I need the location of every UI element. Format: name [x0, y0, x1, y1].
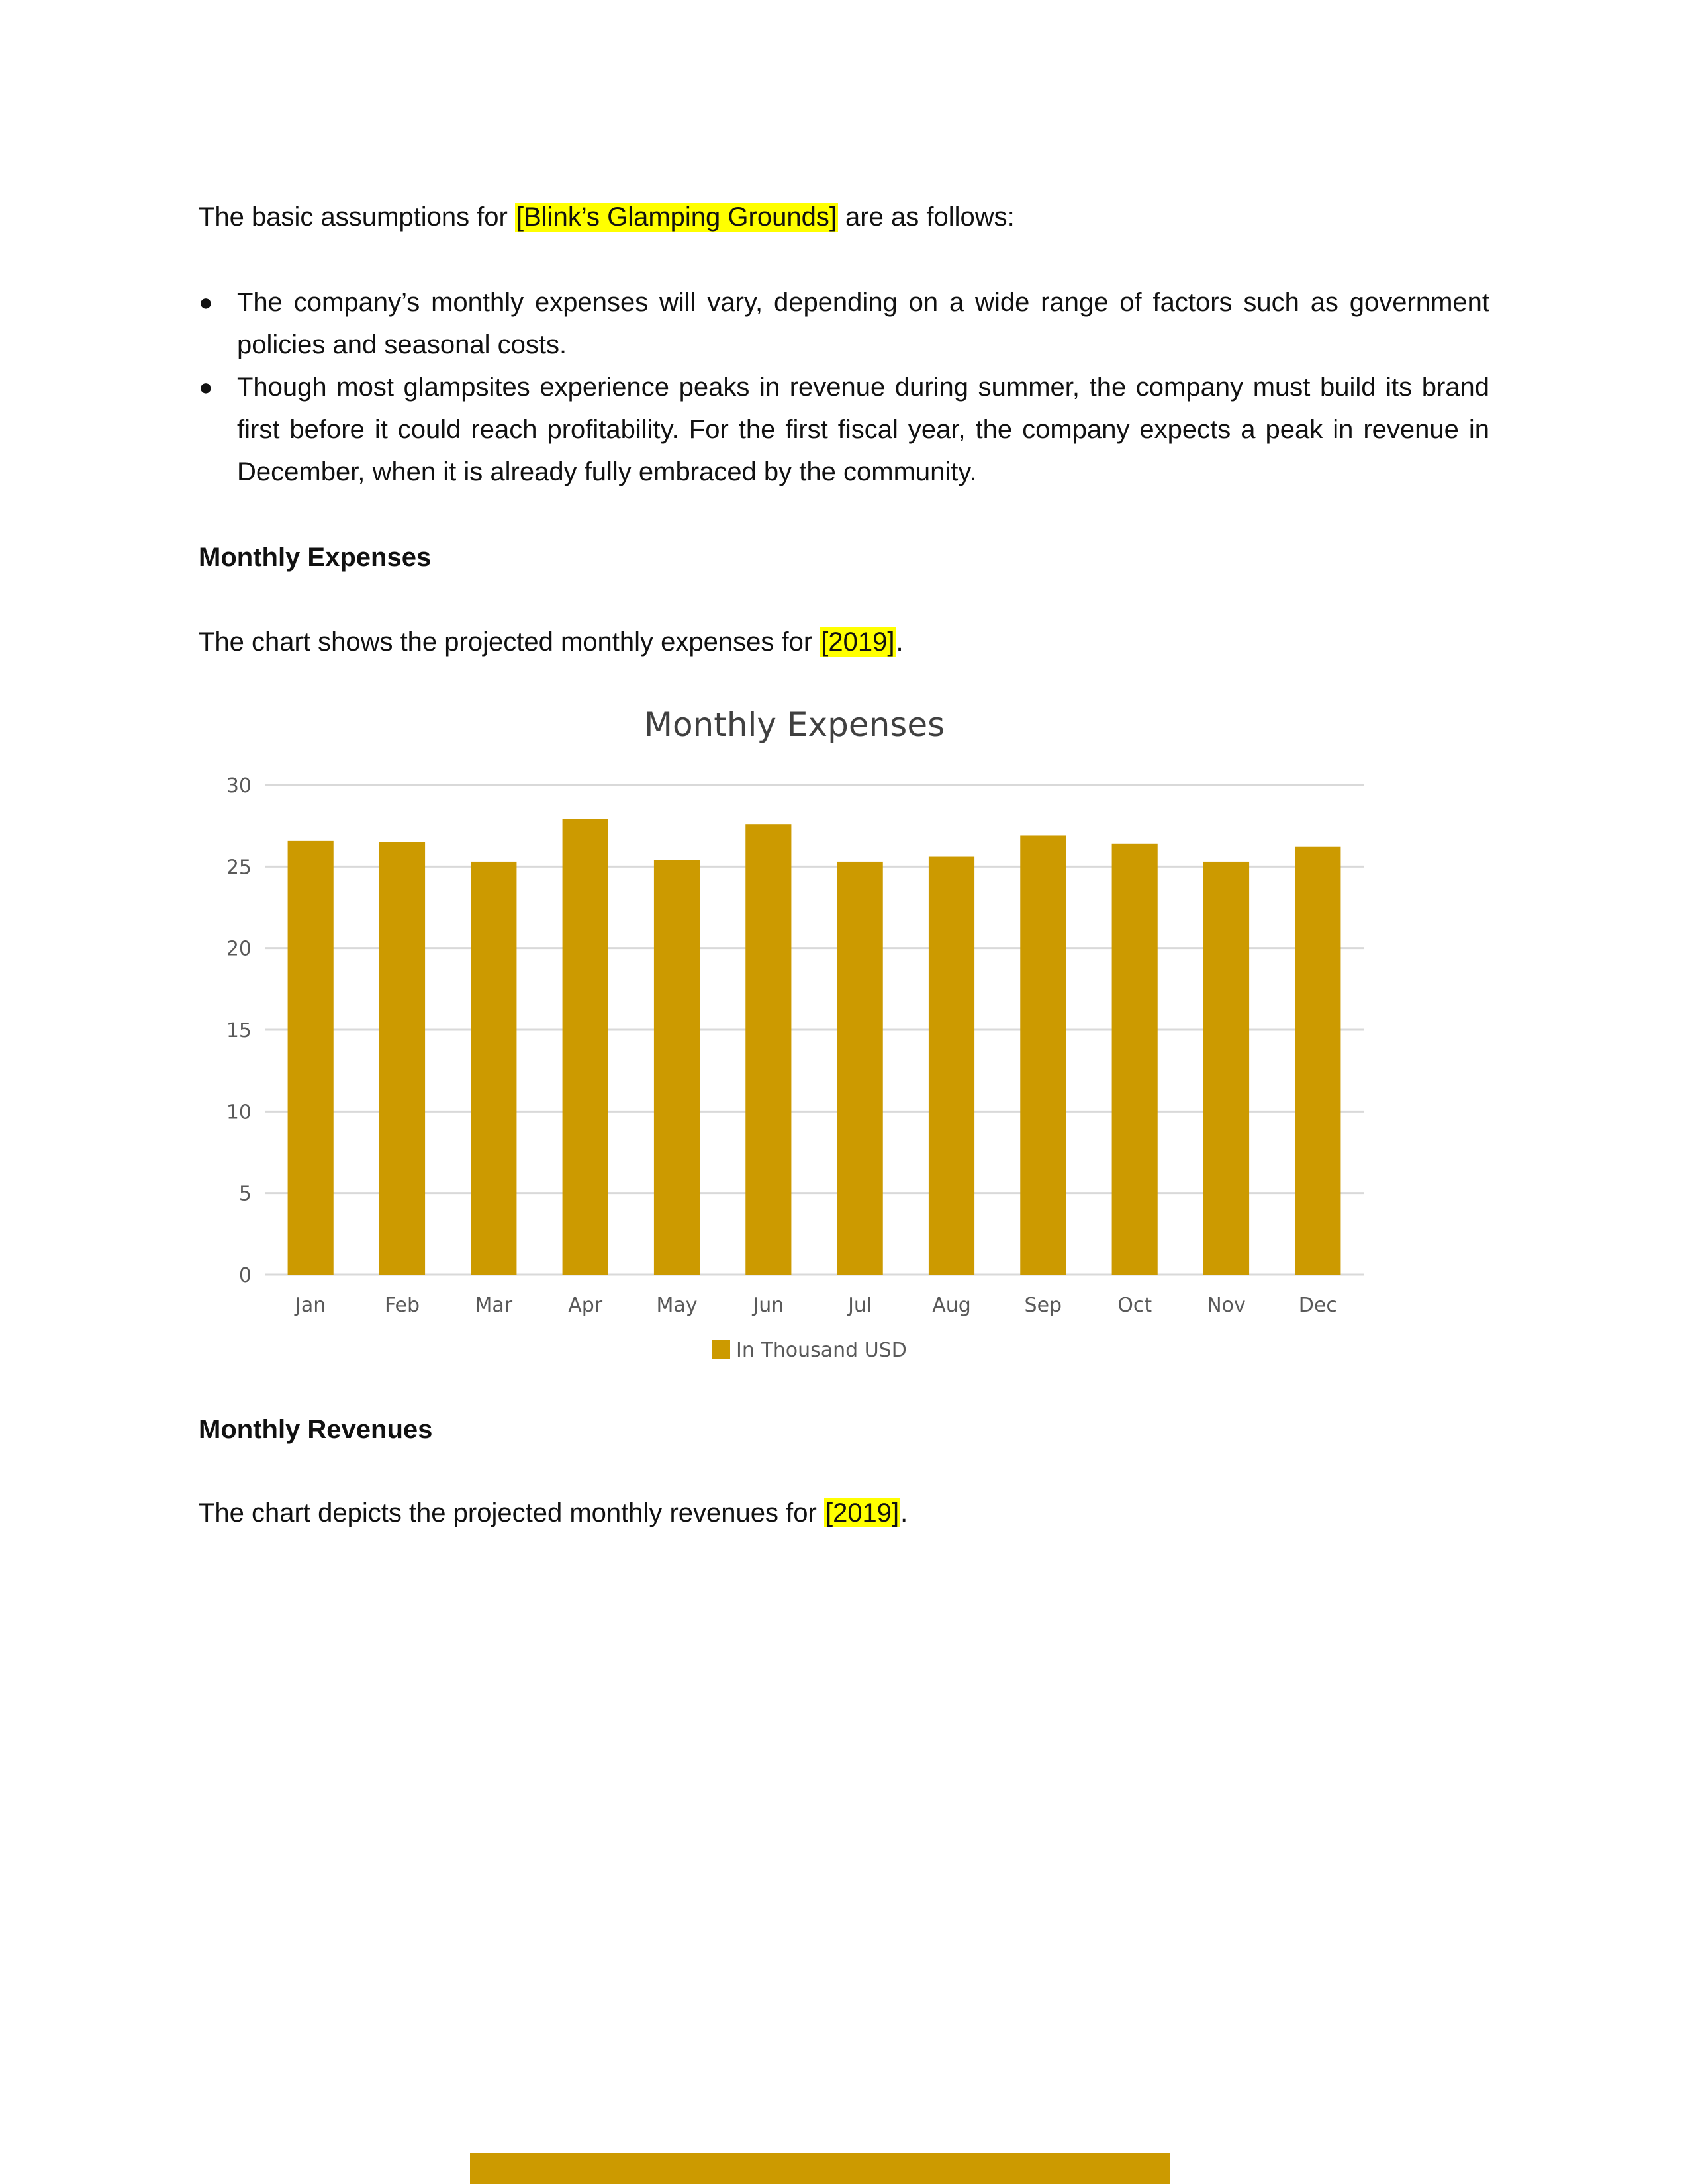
x-tick-label: Nov	[1207, 1294, 1246, 1317]
expenses-heading: Monthly Expenses	[199, 543, 432, 572]
company-name-highlight: [Blink’s Glamping Grounds]	[516, 203, 837, 232]
bar-nov	[1203, 862, 1249, 1275]
bar-apr	[563, 819, 608, 1275]
revenues-desc-suffix: .	[900, 1498, 908, 1527]
bar-jul	[837, 862, 883, 1275]
x-tick-label: Jul	[848, 1294, 872, 1317]
monthly-expenses-chart	[199, 702, 1390, 1390]
legend-swatch	[712, 1340, 730, 1359]
x-tick-label: Feb	[384, 1294, 420, 1317]
bullet-icon: ●	[199, 373, 213, 400]
expenses-description	[199, 621, 1489, 663]
bar-jun	[745, 824, 791, 1275]
footer-bar	[470, 2153, 1170, 2184]
x-tick-label: Oct	[1117, 1294, 1152, 1317]
revenues-year-highlight: [2019]	[825, 1498, 900, 1527]
x-tick-label: Sep	[1024, 1294, 1062, 1317]
y-tick-label: 5	[238, 1182, 252, 1206]
list-item	[199, 281, 1489, 366]
y-tick-label: 10	[226, 1101, 252, 1124]
x-tick-label: Aug	[932, 1294, 971, 1317]
intro-prefix: The basic assumptions for	[199, 203, 515, 232]
list-item	[199, 366, 1489, 493]
bar-dec	[1295, 847, 1340, 1275]
revenues-desc-prefix: The chart depicts the projected monthly revenues for	[199, 1498, 824, 1527]
revenues-heading: Monthly Revenues	[199, 1415, 433, 1444]
bar-jan	[288, 841, 334, 1275]
legend-label: In Thousand USD	[736, 1339, 907, 1362]
bar-oct	[1112, 844, 1158, 1275]
assumption-text: Though most glampsites experience peaks in revenue during summer, the company must build its brand first before it could reach profitability. For the first fiscal year, the company expects a peak in revenue in December, when it is already fully embraced by the community.	[237, 373, 1489, 486]
x-tick-label: Apr	[568, 1294, 603, 1317]
y-tick-label: 0	[238, 1264, 252, 1287]
expenses-desc-prefix: The chart shows the projected monthly expenses for	[199, 627, 820, 657]
y-tick-label: 25	[226, 856, 252, 880]
y-tick-label: 30	[226, 774, 252, 797]
y-tick-label: 20	[226, 937, 252, 961]
assumption-text: The company’s monthly expenses will vary, depending on a wide range of factors such as government policies and seasonal costs.	[237, 288, 1489, 359]
x-tick-label: Jan	[295, 1294, 326, 1317]
intro-paragraph	[199, 196, 1489, 238]
bullet-icon: ●	[199, 289, 213, 316]
bar-feb	[379, 842, 425, 1275]
x-tick-label: Jun	[753, 1294, 784, 1317]
expenses-year-highlight: [2019]	[821, 627, 895, 657]
revenues-description	[199, 1492, 1489, 1534]
x-tick-label: May	[656, 1294, 698, 1317]
bar-may	[654, 860, 700, 1275]
bar-aug	[929, 857, 974, 1275]
intro-suffix: are as follows:	[837, 203, 1015, 232]
bar-mar	[471, 862, 516, 1275]
assumptions-list	[199, 281, 1489, 493]
expenses-desc-suffix: .	[896, 627, 904, 657]
y-tick-label: 15	[226, 1019, 252, 1042]
bar-sep	[1020, 835, 1066, 1275]
x-tick-label: Mar	[475, 1294, 513, 1317]
x-tick-label: Dec	[1298, 1294, 1337, 1317]
chart-title: Monthly Expenses	[643, 705, 945, 744]
